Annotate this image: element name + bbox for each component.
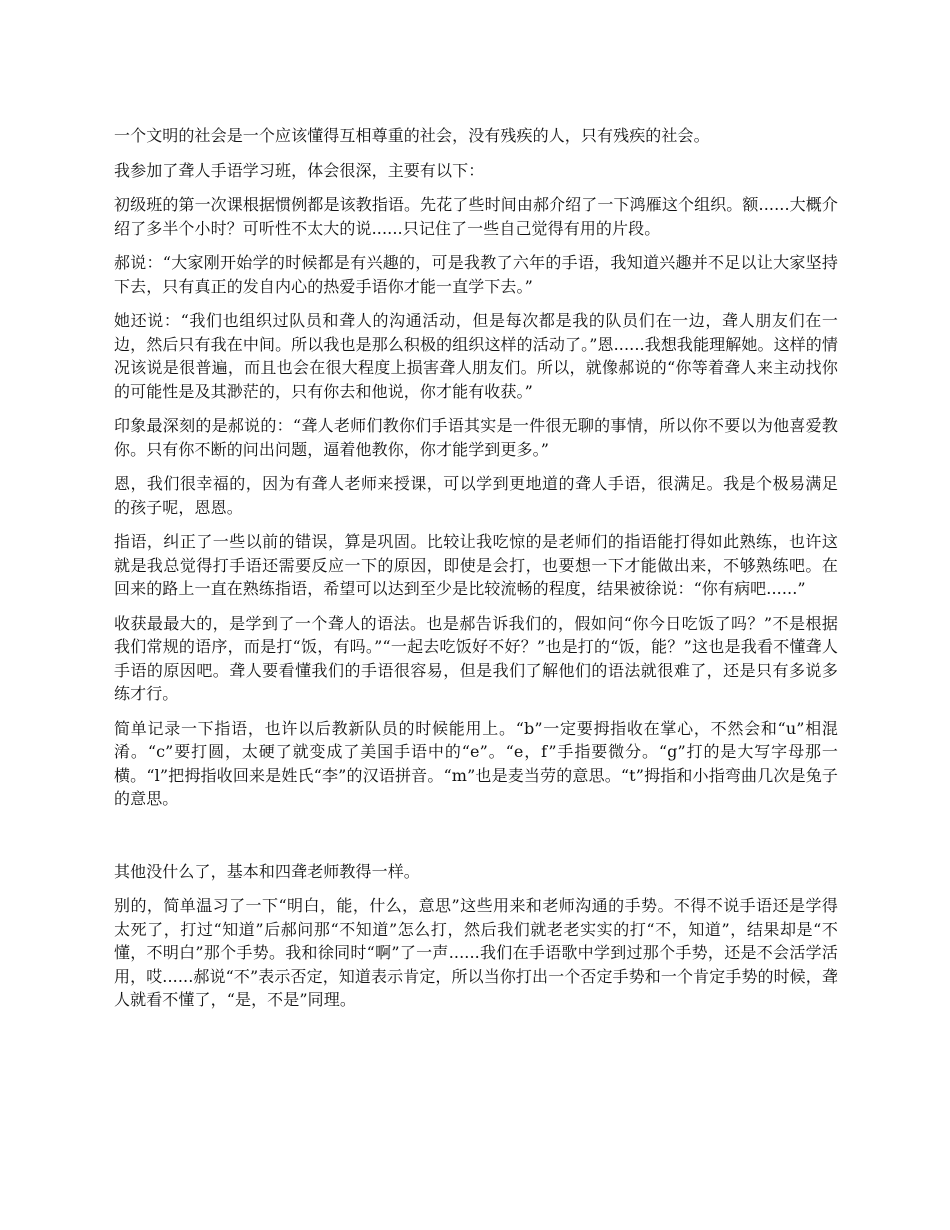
paragraph-3: 初级班的第一次课根据惯例都是该教指语。先花了些时间由郝介绍了一下鸿雁这个组织。额......大概介绍了多半个小时？可听性不太大的说......只记住了一些自己觉得有用的片段。 xyxy=(114,195,838,238)
paragraph-11: 其他没什么了，基本和四聋老师教得一样。 xyxy=(114,861,420,881)
paragraph-8: 指语，纠正了一些以前的错误，算是巩固。比较让我吃惊的是老师们的指语能打得如此熟练，也许这就是我总觉得打手语还需要反应一下的原因，即使是会打，也要想一下才能做出来，不够熟练吧。在回来的路上一直在熟练指语，希望可以达到至少是比较流畅的程度，结果被徐说：“你有病吧......” xyxy=(114,532,838,598)
paragraph-9: 收获最最大的，是学到了一个聋人的语法。也是郝告诉我们的，假如问“你今日吃饭了吗？”不是根据我们常规的语序，而是打“饭，有吗。”“一起去吃饭好不好？”也是打的“饭，能？”这也是我看不懂聋人手语的原因吧。聋人要看懂我们的手语很容易，但是我们了解他们的语法就很难了，还是只有多说多练才行。 xyxy=(114,613,838,703)
paragraph-7: 恩，我们很幸福的，因为有聋人老师来授课，可以学到更地道的聋人手语，很满足。我是个极易满足的孩子呢，恩恩。 xyxy=(114,474,838,517)
section-spacer xyxy=(114,822,838,860)
document-body xyxy=(114,124,838,1023)
paragraph-5: 她还说：“我们也组织过队员和聋人的沟通活动，但是每次都是我的队员们在一边，聋人朋友们在一边，然后只有我在中间。所以我也是那么积极的组织这样的活动了。”恩......我想我能理解她。这样的情况该说是很普遍，而且也会在很大程度上损害聋人朋友们。所以，就像郝说的“你等着聋人来主动找你的可能性是及其渺茫的，只有你去和他说，你才能有收获。” xyxy=(114,311,838,401)
paragraph-2: 我参加了聋人手语学习班，体会很深，主要有以下： xyxy=(114,160,485,180)
paragraph-10: 简单记录一下指语，也许以后教新队员的时候能用上。“b”一定要拇指收在掌心，不然会和“u”相混淆。“c”要打圆，太硬了就变成了美国手语中的“e”。“e，f”手指要微分。“g”打的是大写字母那一横。“l”把拇指收回来是姓氏“李”的汉语拼音。“m”也是麦当劳的意思。“t”拇指和小指弯曲几次是兔子的意思。 xyxy=(114,718,838,808)
paragraph-4: 郝说：“大家刚开始学的时候都是有兴趣的，可是我教了六年的手语，我知道兴趣并不足以让大家坚持下去，只有真正的发自内心的热爱手语你才能一直学下去。” xyxy=(114,253,838,296)
paragraph-6: 印象最深刻的是郝说的：“聋人老师们教你们手语其实是一件很无聊的事情，所以你不要以为他喜爱教你。只有你不断的问出问题，逼着他教你，你才能学到更多。” xyxy=(114,416,838,459)
paragraph-12: 别的，简单温习了一下“明白，能，什么，意思”这些用来和老师沟通的手势。不得不说手语还是学得太死了，打过“知道”后郝问那“不知道”怎么打，然后我们就老老实实的打“不，知道”，结果却是“不懂，不明白”那个手势。我和徐同时“啊”了一声......我们在手语歌中学到过那个手势，还是不会活学活用，哎......郝说“不”表示否定，知道表示肯定，所以当你打出一个否定手势和一个肯定手势的时候，聋人就看不懂了，“是，不是”同理。 xyxy=(114,896,838,1009)
paragraph-1: 一个文明的社会是一个应该懂得互相尊重的社会，没有残疾的人，只有残疾的社会。 xyxy=(114,126,710,145)
